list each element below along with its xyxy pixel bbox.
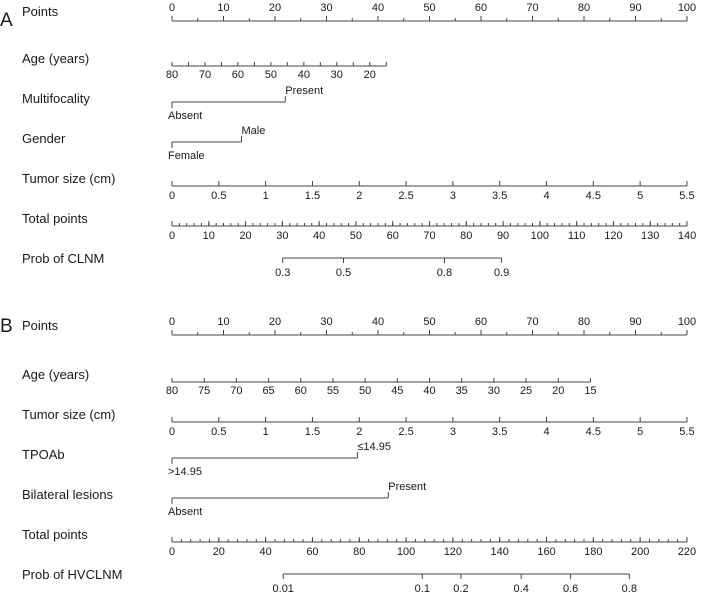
tick-label: 20 — [552, 385, 565, 397]
row-label: Tumor size (cm) — [22, 407, 116, 422]
tick-label: 70 — [423, 230, 436, 242]
category-label: Absent — [168, 506, 203, 518]
tick-label: 20 — [363, 69, 376, 81]
tick-label: 60 — [231, 69, 245, 81]
tick-label: 30 — [320, 316, 333, 328]
tick-label: 4 — [543, 190, 550, 202]
tick-label: 80 — [460, 230, 473, 242]
tick-label: 30 — [330, 69, 343, 81]
row-label: Age (years) — [22, 51, 90, 66]
tick-label: 60 — [294, 385, 307, 397]
row-label: Bilateral lesions — [22, 487, 114, 502]
tick-label: 0.5 — [211, 426, 227, 438]
category-label: >14.95 — [168, 466, 202, 478]
tick-label: 50 — [349, 230, 363, 242]
tick-label: 0.1 — [414, 583, 430, 592]
row — [22, 251, 509, 279]
category-label: Present — [285, 85, 324, 97]
tick-label: 40 — [371, 316, 385, 328]
tick-label: 25 — [519, 385, 533, 397]
tick-label: 220 — [677, 546, 697, 558]
tick-label: 55 — [326, 385, 340, 397]
tick-label: 0.4 — [513, 583, 529, 592]
tick-label: 180 — [584, 546, 603, 558]
row-label: Prob of CLNM — [22, 251, 105, 266]
row-label: Total points — [22, 211, 88, 226]
tick-label: 0 — [168, 230, 176, 242]
tick-label: 90 — [496, 230, 510, 242]
tick-label: 130 — [641, 230, 660, 242]
row — [22, 567, 637, 592]
row-label: Prob of HVCLNM — [22, 567, 123, 582]
tick-label: 30 — [320, 2, 333, 14]
tick-label: 10 — [217, 316, 230, 328]
tick-label: 2 — [356, 426, 363, 438]
tick-label: 160 — [537, 546, 556, 558]
tick-label: 50 — [264, 69, 278, 81]
panel-letter: A — [0, 10, 13, 31]
row — [22, 527, 696, 558]
tick-label: 0.5 — [211, 190, 227, 202]
tick-label: 0 — [168, 316, 176, 328]
tick-label: 3 — [449, 190, 456, 202]
row — [22, 367, 597, 397]
panel-b — [0, 316, 696, 592]
row — [22, 211, 696, 242]
tick-label: 2.5 — [398, 426, 414, 438]
tick-label: 5.5 — [679, 426, 695, 438]
tick-label: 1.5 — [304, 190, 321, 202]
tick-label: 50 — [423, 316, 436, 328]
tick-label: 10 — [202, 230, 215, 242]
row-label: TPOAb — [22, 447, 65, 462]
tick-label: 60 — [474, 2, 488, 14]
tick-label: 120 — [443, 546, 463, 558]
row — [22, 171, 695, 202]
tick-label: 0 — [168, 426, 176, 438]
row — [22, 481, 426, 518]
tick-label: 1 — [262, 426, 269, 438]
tick-label: 200 — [630, 546, 650, 558]
tick-label: 140 — [677, 230, 697, 242]
row-label: Gender — [22, 131, 66, 146]
tick-label: 40 — [297, 69, 310, 81]
tick-label: 80 — [577, 316, 591, 328]
tick-label: 100 — [677, 316, 697, 328]
tick-label: 0.3 — [275, 267, 291, 279]
tick-label: 110 — [567, 230, 586, 242]
tick-label: 40 — [423, 385, 436, 397]
tick-label: 100 — [677, 2, 697, 14]
row-label: Tumor size (cm) — [22, 171, 116, 186]
tick-label: 4 — [543, 426, 550, 438]
tick-label: 80 — [165, 385, 179, 397]
tick-label: 20 — [212, 546, 225, 558]
category-label: Female — [168, 150, 205, 162]
tick-label: 0.2 — [453, 583, 469, 592]
tick-label: 60 — [306, 546, 319, 558]
tick-label: 35 — [455, 385, 468, 397]
tick-label: 0.9 — [493, 267, 510, 279]
tick-label: 0 — [168, 2, 176, 14]
tick-label: 0 — [168, 546, 176, 558]
tick-label: 0.6 — [562, 583, 579, 592]
tick-label: 2.5 — [398, 190, 414, 202]
tick-label: 70 — [230, 385, 243, 397]
tick-label: 120 — [604, 230, 623, 242]
tick-label: 0 — [168, 190, 176, 202]
tick-label: 70 — [526, 2, 539, 14]
tick-label: 90 — [629, 316, 642, 328]
tick-label: 140 — [490, 546, 509, 558]
tick-label: 20 — [268, 316, 282, 328]
tick-label: 0.8 — [621, 583, 637, 592]
row — [22, 2, 696, 21]
tick-label: 40 — [313, 230, 326, 242]
tick-label: 90 — [629, 2, 642, 14]
tick-label: 5 — [637, 426, 644, 438]
tick-label: 3.5 — [492, 426, 508, 438]
tick-label: 30 — [276, 230, 289, 242]
tick-label: 0.8 — [436, 267, 453, 279]
row — [22, 85, 323, 122]
category-label: Present — [388, 481, 427, 493]
tick-label: 80 — [577, 2, 591, 14]
tick-label: 4.5 — [585, 426, 601, 438]
tick-label: 1 — [262, 190, 269, 202]
category-label: Male — [241, 125, 266, 137]
tick-label: 4.5 — [585, 190, 601, 202]
tick-label: 70 — [198, 69, 212, 81]
tick-label: 40 — [259, 546, 272, 558]
row — [22, 316, 696, 335]
tick-label: 60 — [474, 316, 488, 328]
tick-label: 20 — [268, 2, 282, 14]
tick-label: 75 — [198, 385, 211, 397]
tick-label: 3 — [449, 426, 456, 438]
tick-label: 5 — [637, 190, 644, 202]
row-label: Points — [22, 318, 59, 333]
tick-label: 100 — [396, 546, 416, 558]
tick-label: 1.5 — [304, 426, 321, 438]
category-label: Absent — [168, 110, 203, 122]
tick-label: 30 — [487, 385, 500, 397]
tick-label: 3.5 — [492, 190, 508, 202]
tick-label: 0.01 — [272, 583, 294, 592]
tick-label: 5.5 — [679, 190, 695, 202]
tick-label: 50 — [423, 2, 436, 14]
row-label: Points — [22, 4, 59, 19]
row-label: Total points — [22, 527, 88, 542]
tick-label: 65 — [262, 385, 275, 397]
tick-label: 60 — [386, 230, 399, 242]
tick-label: 20 — [239, 230, 252, 242]
row — [22, 407, 695, 438]
tick-label: 45 — [391, 385, 404, 397]
row — [22, 441, 391, 478]
tick-label: 100 — [530, 230, 550, 242]
row — [22, 51, 386, 81]
panel-letter: B — [0, 316, 13, 337]
row-label: Multifocality — [22, 91, 90, 106]
tick-label: 50 — [359, 385, 372, 397]
tick-label: 2 — [356, 190, 363, 202]
tick-label: 40 — [371, 2, 385, 14]
row-label: Age (years) — [22, 367, 90, 382]
tick-label: 80 — [165, 69, 179, 81]
tick-label: 70 — [526, 316, 539, 328]
tick-label: 10 — [217, 2, 230, 14]
tick-label: 80 — [353, 546, 366, 558]
category-label: ≤14.95 — [357, 441, 391, 453]
tick-label: 15 — [584, 385, 597, 397]
tick-label: 0.5 — [335, 267, 352, 279]
panel-a — [0, 2, 696, 279]
row — [22, 125, 265, 162]
